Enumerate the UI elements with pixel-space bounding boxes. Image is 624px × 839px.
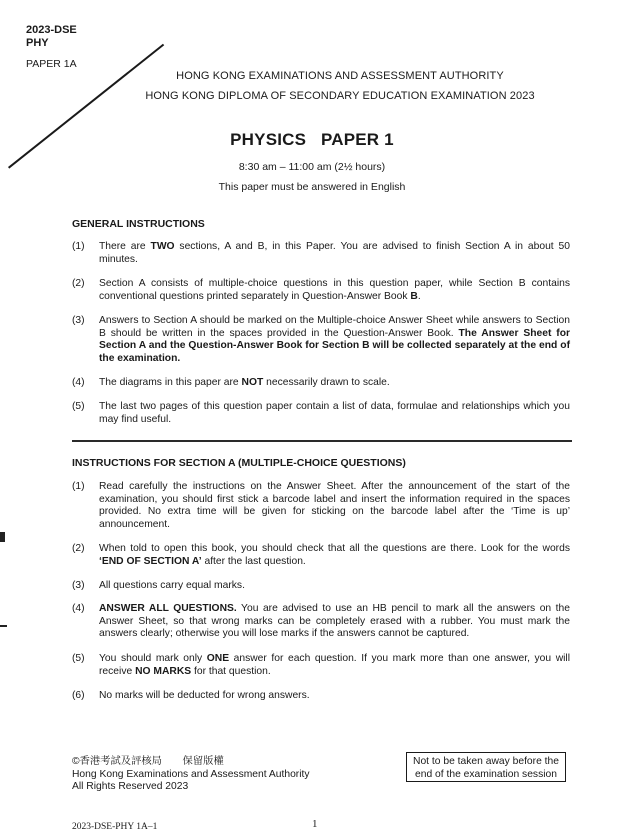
item-number: (1)	[72, 241, 85, 252]
item-number: (5)	[72, 653, 85, 664]
exam-code: 2023-DSE	[26, 24, 77, 36]
copyright-rights: All Rights Reserved 2023	[72, 781, 189, 792]
page-title: PHYSICS PAPER 1	[230, 130, 394, 149]
page-number: 1	[312, 818, 318, 830]
item-text: Section A consists of multiple-choice questions in this question paper, while Section B contains conventional questions printed separately in Question-Answer Book B.	[99, 278, 570, 302]
notice-line-1: Not to be taken away before the	[413, 756, 559, 767]
item-text: No marks will be deducted for wrong answers.	[99, 690, 310, 701]
item-number: (6)	[72, 690, 85, 701]
item-text: The diagrams in this paper are NOT necessarily drawn to scale.	[99, 377, 390, 388]
item-text: The last two pages of this question paper contain a list of data, formulae and relationships which you may find useful.	[99, 401, 570, 425]
exam-name: HONG KONG DIPLOMA OF SECONDARY EDUCATION EXAMINATION 2023	[145, 90, 535, 102]
item-text: You should mark only ONE answer for each question. If you mark more than one answer, you will receive NO MARKS for that question.	[99, 653, 570, 677]
exam-time: 8:30 am – 11:00 am (2½ hours)	[238, 161, 386, 173]
page-code: 2023-DSE-PHY 1A–1	[72, 822, 158, 832]
item-text: ANSWER ALL QUESTIONS. You are advised to use an HB pencil to mark all the answers on the Answer Sheet, so that wrong marks can be completely erased with a rubber. You must mark the answers clearly; otherwise you will lose marks if the answers cannot be captured.	[99, 603, 570, 639]
item-text: When told to open this book, you should check that all the questions are there. Look for the words ‘END OF SECTION A’ after the last question.	[99, 543, 570, 567]
notice-box	[406, 752, 566, 782]
general-instructions-heading: GENERAL INSTRUCTIONS	[72, 218, 205, 230]
item-number: (4)	[72, 377, 85, 388]
item-number: (1)	[72, 481, 85, 492]
notice-line-2: end of the examination session	[415, 769, 557, 780]
copyright-block	[72, 756, 310, 794]
item-number: (5)	[72, 401, 85, 412]
section-divider	[72, 440, 572, 442]
section-a-heading: INSTRUCTIONS FOR SECTION A (MULTIPLE-CHOICE QUESTIONS)	[72, 457, 406, 469]
item-text: All questions carry equal marks.	[99, 580, 245, 591]
item-number: (2)	[72, 278, 85, 289]
item-number: (3)	[72, 580, 85, 591]
authority-name: HONG KONG EXAMINATIONS AND ASSESSMENT AUTHORITY	[176, 70, 504, 82]
copyright-cn: ©香港考試及評核局 保留版權	[72, 756, 224, 767]
item-text: There are TWO sections, A and B, in this Paper. You are advised to finish Section A in about 50 minutes.	[99, 241, 570, 265]
scan-mark	[0, 532, 5, 542]
item-number: (2)	[72, 543, 85, 554]
item-text: Answers to Section A should be marked on the Multiple-choice Answer Sheet while answers to Section B should be written in the spaces provided in the Question-Answer Book. The Answer Sheet for Section A and the Question-Answer Book for Section B will be collected separately at the end of the examination.	[99, 315, 570, 364]
item-number: (3)	[72, 315, 85, 326]
paper-code: PAPER 1A	[26, 58, 77, 70]
item-text: Read carefully the instructions on the Answer Sheet. After the announcement of the start of the examination, you should first stick a barcode label and insert the information required in the spaces provided. No extra time will be given for sticking on the barcode label after the ‘Time is up’ announcement.	[99, 481, 570, 530]
scan-mark	[0, 625, 7, 627]
copyright-en: Hong Kong Examinations and Assessment Authority	[72, 768, 310, 780]
language-note: This paper must be answered in English	[218, 181, 406, 193]
subject-code: PHY	[26, 37, 49, 49]
item-number: (4)	[72, 603, 85, 614]
